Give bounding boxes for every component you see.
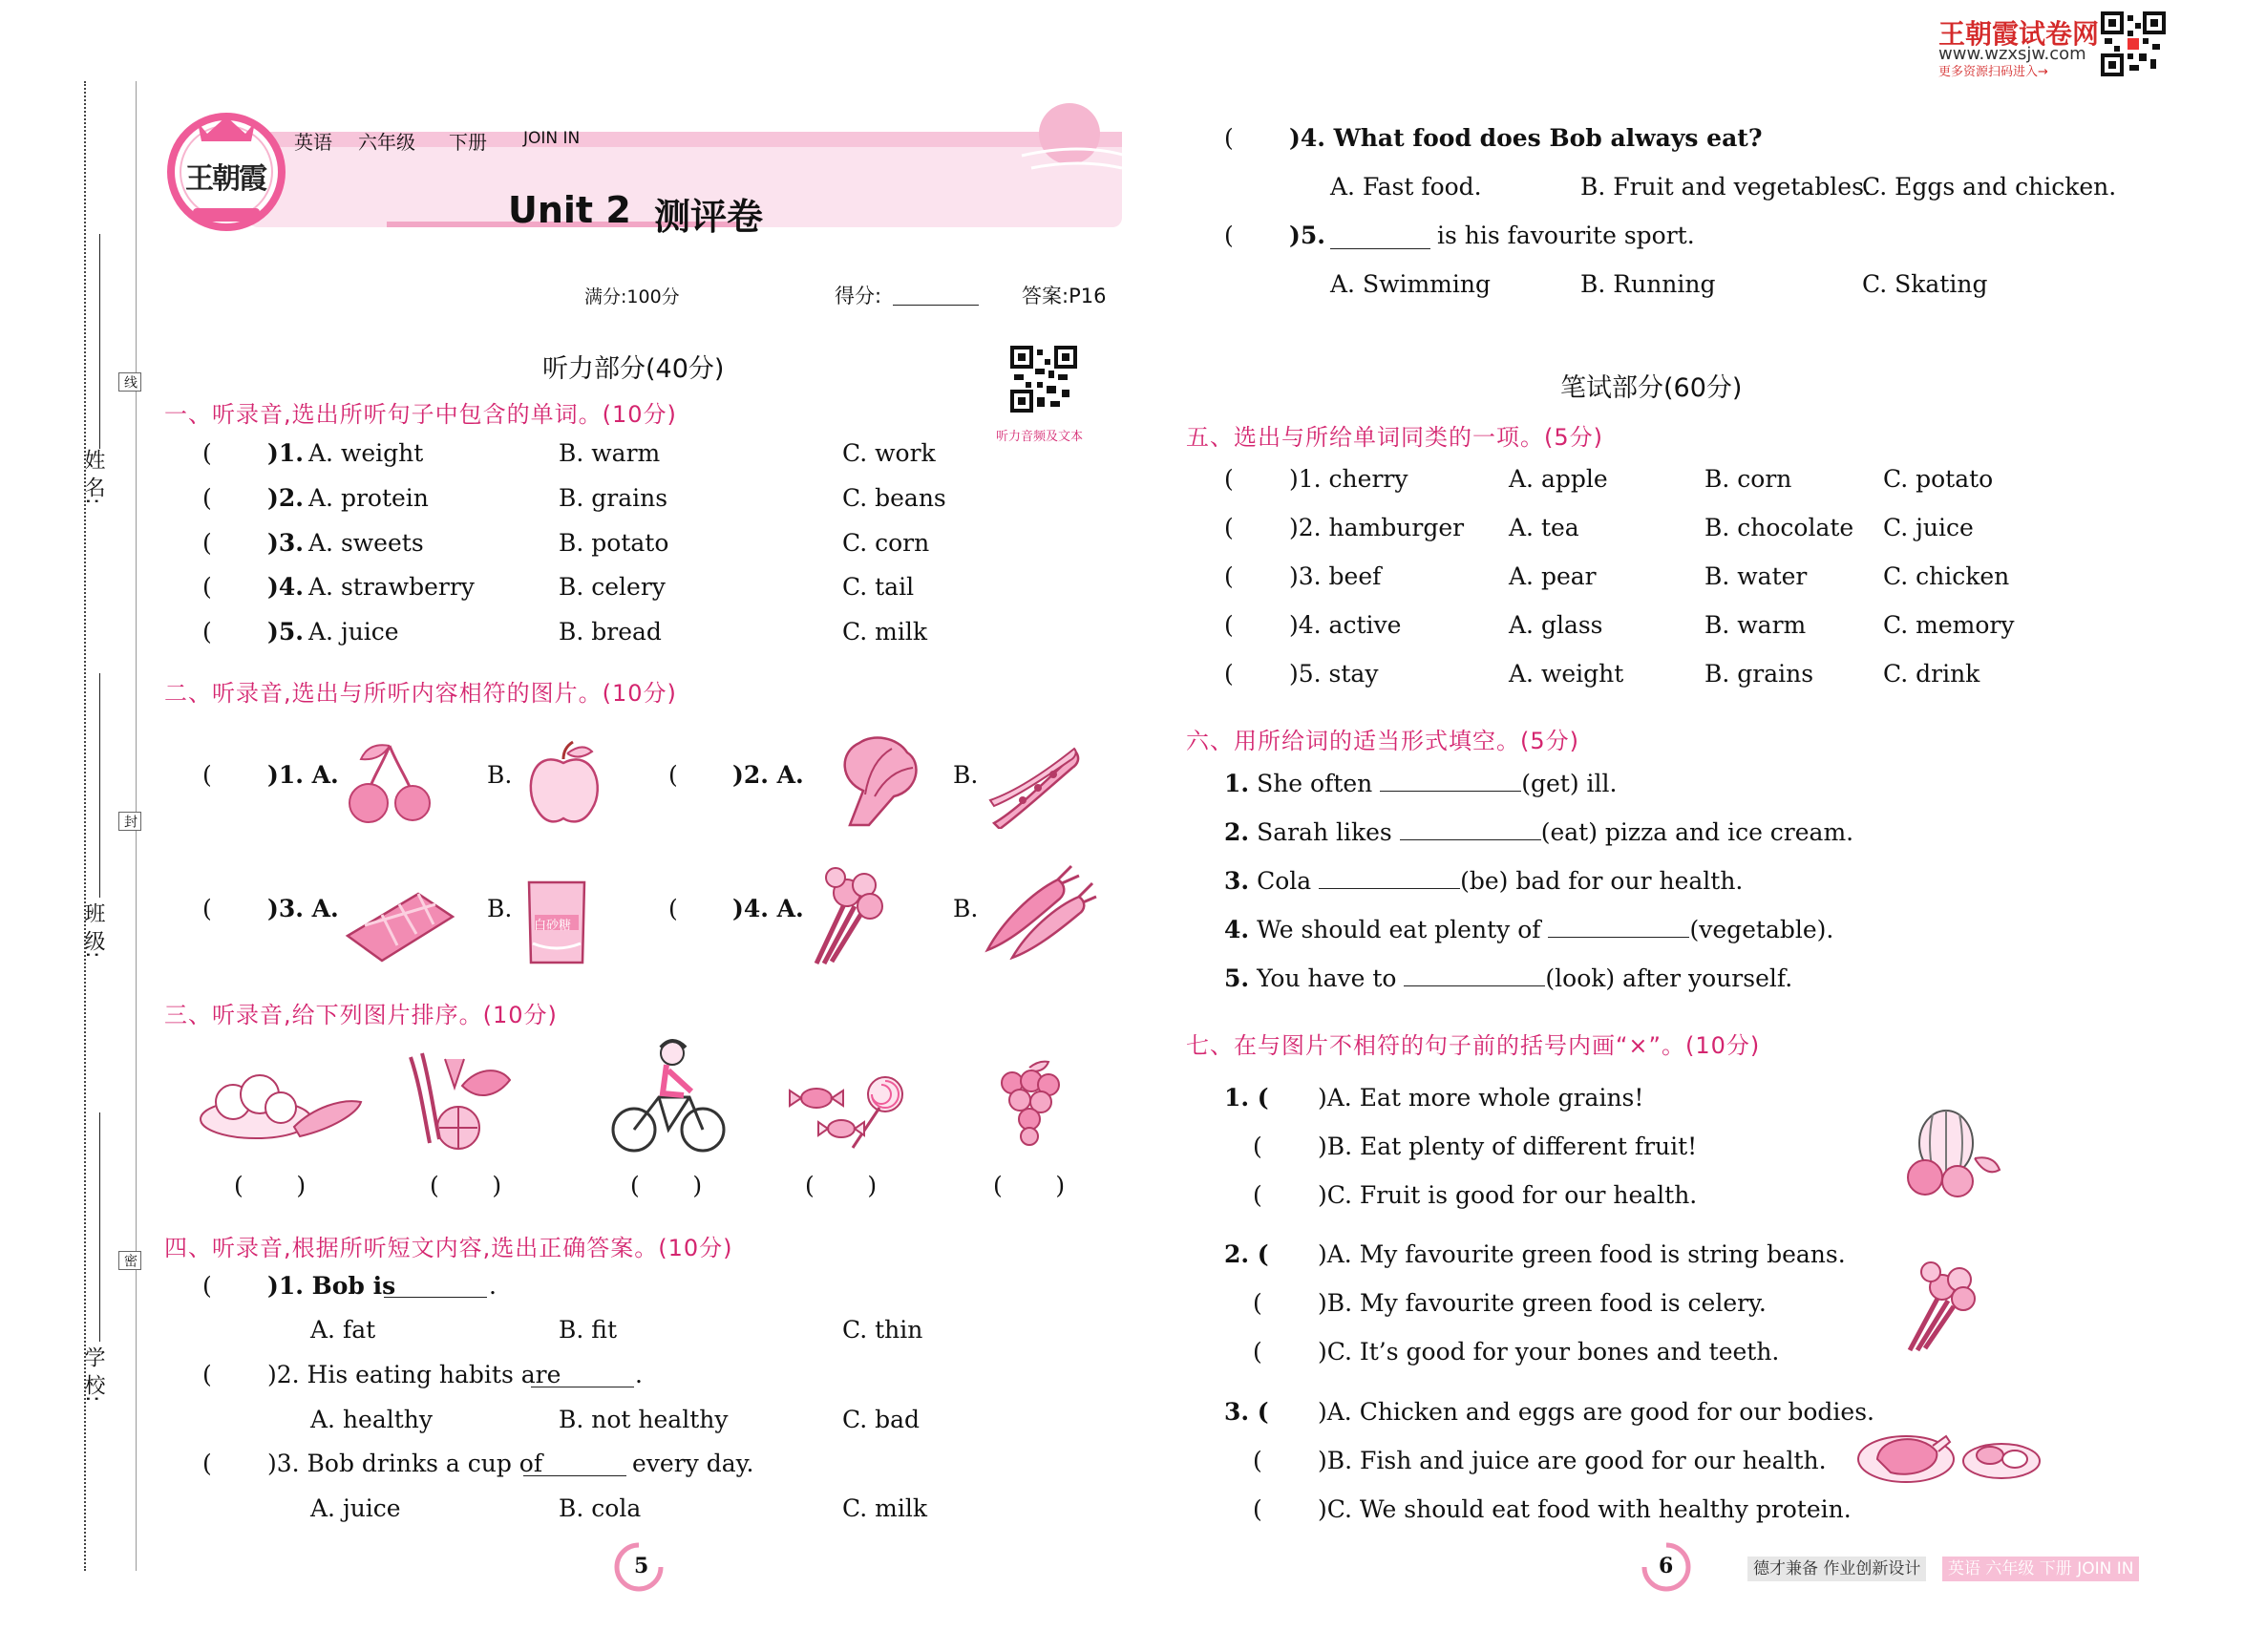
- answer-paren[interactable]: (: [202, 1450, 212, 1477]
- q3-blank[interactable]: [523, 1475, 626, 1476]
- option-c: C. juice: [1883, 514, 1974, 541]
- edition-label: JOIN IN: [523, 129, 581, 148]
- fill-item-1: 1. She often (get) ill.: [1224, 770, 1618, 797]
- header-banner: [162, 103, 1127, 232]
- option-b: B. grains: [1704, 660, 1814, 688]
- answer-paren[interactable]: (: [1224, 124, 1234, 152]
- item-word: )1. cherry: [1289, 465, 1408, 493]
- option-a: A. sweets: [308, 529, 424, 557]
- answer-paren[interactable]: (: [1253, 1495, 1262, 1523]
- celery-picture: [807, 864, 893, 971]
- series-name: 德才兼备 作业创新设计: [1747, 1557, 1926, 1581]
- fill-item-2: 2. Sarah likes (eat) pizza and ice cream.: [1224, 818, 1854, 846]
- site-title: 王朝霞试卷网: [1938, 18, 2100, 50]
- fill-blank[interactable]: [1404, 964, 1545, 986]
- group-2-c: )C. It’s good for your bones and teeth.: [1318, 1338, 1780, 1366]
- section-2-title: 二、听录音,选出与所听内容相符的图片。(10分): [164, 680, 677, 707]
- answer-paren[interactable]: (: [1224, 611, 1234, 639]
- option-c: C. thin: [842, 1316, 923, 1344]
- fill-blank[interactable]: [1319, 867, 1460, 889]
- cabbage-picture: [831, 733, 926, 833]
- answer-paren[interactable]: (: [1253, 1133, 1262, 1160]
- period: .: [635, 1361, 643, 1388]
- order-blank-5[interactable]: ( ): [993, 1172, 1066, 1199]
- vegetables-picture: [401, 1048, 516, 1156]
- item-word: )3. beef: [1289, 562, 1382, 590]
- class-field[interactable]: [99, 673, 100, 898]
- school-label: 学 校:: [81, 1346, 105, 1403]
- school-field[interactable]: [99, 1112, 100, 1342]
- item-number: )3.: [267, 529, 304, 557]
- listening-qr-code[interactable]: [1010, 346, 1077, 413]
- cherry-picture: [344, 740, 439, 830]
- apple-picture: [523, 740, 604, 832]
- option-c: C. work: [842, 439, 936, 467]
- option-c: C. milk: [842, 1494, 927, 1522]
- s4-q2: )2. His eating habits are: [267, 1361, 561, 1388]
- option-a: A. Swimming: [1330, 270, 1491, 298]
- s4-q5-tail: is his favourite sport.: [1437, 222, 1695, 249]
- answer-paren[interactable]: (: [1224, 562, 1234, 590]
- answer-paren[interactable]: (: [202, 573, 212, 601]
- option-c: C. chicken: [1883, 562, 2010, 590]
- group-1-a: )A. Eat more whole grains!: [1318, 1084, 1644, 1112]
- chicken-eggs-picture: [1852, 1423, 2043, 1493]
- option-c: C. memory: [1883, 611, 2015, 639]
- option-a: A. juice: [310, 1494, 401, 1522]
- section-4-title: 四、听录音,根据所听短文内容,选出正确答案。(10分): [164, 1235, 733, 1261]
- cut-mark-line: 线: [118, 372, 141, 392]
- sugar-bag-picture: [523, 877, 590, 968]
- group-2-b: )B. My favourite green food is celery.: [1318, 1289, 1767, 1317]
- option-c: C. Skating: [1862, 270, 1988, 298]
- fill-blank[interactable]: [1548, 916, 1689, 938]
- group-2-number[interactable]: 2. (: [1224, 1240, 1269, 1268]
- option-c: C. corn: [842, 529, 930, 557]
- item-number: )5.: [267, 618, 304, 646]
- q4-label: )4. A.: [732, 895, 804, 922]
- s4-q5: )5.: [1289, 222, 1325, 249]
- item-number: )4.: [267, 573, 304, 601]
- item-word: )4. active: [1289, 611, 1402, 639]
- option-a: A. glass: [1509, 611, 1603, 639]
- option-b: B. Fruit and vegetables.: [1580, 173, 1872, 201]
- option-c: C. Eggs and chicken.: [1862, 173, 2117, 201]
- fruit-picture: [1900, 1103, 2005, 1207]
- option-b: B. not healthy: [559, 1406, 729, 1433]
- s4-q3-tail: every day.: [632, 1450, 754, 1477]
- option-b: B. grains: [559, 484, 668, 512]
- girl-cycling-picture: [609, 1036, 728, 1159]
- option-b: B. chocolate: [1704, 514, 1854, 541]
- site-note: 更多资源扫码进入→: [1938, 65, 2048, 79]
- item-word: )2. hamburger: [1289, 514, 1465, 541]
- group-1-number[interactable]: 1. (: [1224, 1084, 1269, 1112]
- option-b: B. potato: [559, 529, 669, 557]
- full-score: 满分:100分: [584, 286, 680, 307]
- page-title: 测评卷: [654, 196, 764, 238]
- section-1-title: 一、听录音,选出所听句子中包含的单词。(10分): [164, 401, 677, 428]
- answer-ref: 答案:P16: [1022, 285, 1107, 307]
- option-b: B. celery: [559, 573, 666, 601]
- carrot-picture: [984, 864, 1098, 964]
- section-5-title: 五、选出与所给单词同类的一项。(5分): [1186, 424, 1603, 451]
- page-number-right: 6: [1659, 1554, 1674, 1578]
- answer-paren[interactable]: (: [1224, 660, 1234, 688]
- answer-paren[interactable]: (: [202, 484, 212, 512]
- option-a: A. apple: [1509, 465, 1608, 493]
- answer-paren[interactable]: (: [1224, 465, 1234, 493]
- writing-title: 笔试部分(60分): [1560, 373, 1743, 403]
- option-a: A. weight: [1509, 660, 1624, 688]
- sugar-label: 白砂糖: [534, 919, 572, 933]
- score-label: 得分:: [835, 285, 882, 307]
- option-c: C. bad: [842, 1406, 921, 1433]
- chocolate-picture: [344, 879, 456, 966]
- answer-paren[interactable]: (: [1253, 1289, 1262, 1317]
- option-a: A. juice: [308, 618, 399, 646]
- answer-paren[interactable]: (: [202, 1272, 212, 1300]
- option-a: A. protein: [308, 484, 429, 512]
- page-number-left: 5: [634, 1554, 649, 1578]
- q3-label: )3. A.: [267, 895, 339, 922]
- option-b: B. fit: [559, 1316, 617, 1344]
- name-field[interactable]: [99, 234, 100, 449]
- logo-text: 王朝霞: [185, 162, 265, 196]
- option-c: C. milk: [842, 618, 927, 646]
- series-tag: 英语 六年级 下册 JOIN IN: [1942, 1557, 2139, 1581]
- item-number: )2.: [267, 484, 304, 512]
- site-url: www.wzxsjw.com: [1938, 44, 2086, 64]
- class-label: 班 级:: [81, 902, 105, 959]
- answer-paren[interactable]: (: [202, 529, 212, 557]
- section-7-title: 七、在与图片不相符的句子前的括号内画“×”。(10分): [1186, 1032, 1761, 1059]
- unit-title: Unit 2: [508, 189, 631, 231]
- bread-corn-picture: [199, 1060, 366, 1150]
- s4-q4: )4. What food does Bob always eat?: [1289, 124, 1763, 152]
- option-b: B. warm: [1704, 611, 1807, 639]
- group-3-a: )A. Chicken and eggs are good for our bodies.: [1318, 1398, 1874, 1426]
- option-c: C. potato: [1883, 465, 1994, 493]
- string-beans-picture: [988, 743, 1084, 833]
- fill-item-5: 5. You have to (look) after yourself.: [1224, 964, 1793, 992]
- group-1-b: )B. Eat plenty of different fruit!: [1318, 1133, 1698, 1160]
- section-6-title: 六、用所给词的适当形式填空。(5分): [1186, 728, 1579, 754]
- s4-q1: )1. Bob is: [267, 1272, 396, 1300]
- brand-logo: [164, 107, 288, 231]
- site-qr-code[interactable]: [2101, 11, 2166, 76]
- section-3-title: 三、听录音,给下列图片排序。(10分): [164, 1002, 558, 1028]
- group-3-b: )B. Fish and juice are good for our health.: [1318, 1447, 1827, 1474]
- grapes-picture: [991, 1058, 1068, 1153]
- answer-paren[interactable]: (: [668, 761, 678, 789]
- candies-picture: [788, 1060, 907, 1154]
- answer-paren[interactable]: (: [202, 1361, 212, 1388]
- cut-mark-secret: 密: [118, 1251, 141, 1270]
- option-b-label: B.: [487, 895, 513, 922]
- option-b: B. bread: [559, 618, 662, 646]
- listening-title: 听力部分(40分): [542, 354, 725, 384]
- option-c: C. beans: [842, 484, 946, 512]
- s4-q3: )3. Bob drinks a cup of: [267, 1450, 543, 1477]
- fill-item-4: 4. We should eat plenty of (vegetable).: [1224, 916, 1834, 943]
- order-blank-3[interactable]: ( ): [630, 1172, 703, 1199]
- q1-label: )1. A.: [267, 761, 339, 789]
- option-a: A. pear: [1509, 562, 1597, 590]
- option-a: A. fat: [310, 1316, 376, 1344]
- option-c: C. tail: [842, 573, 915, 601]
- answer-paren[interactable]: (: [1253, 1447, 1262, 1474]
- fill-item-3: 3. Cola (be) bad for our health.: [1224, 867, 1744, 895]
- fill-blank[interactable]: [1400, 818, 1541, 840]
- celery-picture-2: [1900, 1259, 1986, 1358]
- answer-paren[interactable]: (: [1224, 514, 1234, 541]
- item-number: )1.: [267, 439, 304, 467]
- option-b: B. cola: [559, 1494, 642, 1522]
- score-field[interactable]: [893, 305, 979, 306]
- volume-label: 下册: [449, 131, 487, 154]
- group-2-a: )A. My favourite green food is string beans.: [1318, 1240, 1846, 1268]
- option-b-label: B.: [953, 895, 979, 922]
- cut-mark-seal: 封: [118, 812, 141, 831]
- option-a: A. strawberry: [308, 573, 475, 601]
- option-b: B. water: [1704, 562, 1808, 590]
- q2-label: )2. A.: [732, 761, 804, 789]
- subject-label: 英语: [294, 131, 332, 154]
- option-b-label: B.: [953, 761, 979, 789]
- order-blank-4[interactable]: ( ): [805, 1172, 878, 1199]
- option-a: A. Fast food.: [1330, 173, 1482, 201]
- option-a: A. tea: [1509, 514, 1579, 541]
- answer-paren[interactable]: (: [1253, 1338, 1262, 1366]
- option-b: B. warm: [559, 439, 661, 467]
- answer-paren[interactable]: (: [1224, 222, 1234, 249]
- item-word: )5. stay: [1289, 660, 1379, 688]
- group-3-c: )C. We should eat food with healthy protein.: [1318, 1495, 1852, 1523]
- answer-paren[interactable]: (: [668, 895, 678, 922]
- option-b: B. corn: [1704, 465, 1792, 493]
- group-3-number[interactable]: 3. (: [1224, 1398, 1269, 1426]
- fill-blank[interactable]: [1380, 770, 1521, 792]
- qr-caption: 听力音频及文本: [996, 430, 1084, 444]
- option-b-label: B.: [487, 761, 513, 789]
- option-c: C. drink: [1883, 660, 1980, 688]
- q5-blank[interactable]: [1330, 248, 1430, 249]
- q1-blank[interactable]: [384, 1297, 487, 1298]
- name-label: 姓 名:: [81, 449, 105, 505]
- option-b: B. Running: [1580, 270, 1716, 298]
- group-1-c: )C. Fruit is good for our health.: [1318, 1181, 1698, 1209]
- option-a: A. healthy: [310, 1406, 434, 1433]
- order-blank-2[interactable]: ( ): [430, 1172, 502, 1199]
- period: .: [489, 1272, 497, 1300]
- answer-paren[interactable]: (: [202, 761, 212, 789]
- order-blank-1[interactable]: ( ): [234, 1172, 307, 1199]
- answer-paren[interactable]: (: [202, 618, 212, 646]
- answer-paren[interactable]: (: [202, 439, 212, 467]
- grade-label: 六年级: [358, 131, 415, 154]
- answer-paren[interactable]: (: [202, 895, 212, 922]
- option-a: A. weight: [308, 439, 424, 467]
- answer-paren[interactable]: (: [1253, 1181, 1262, 1209]
